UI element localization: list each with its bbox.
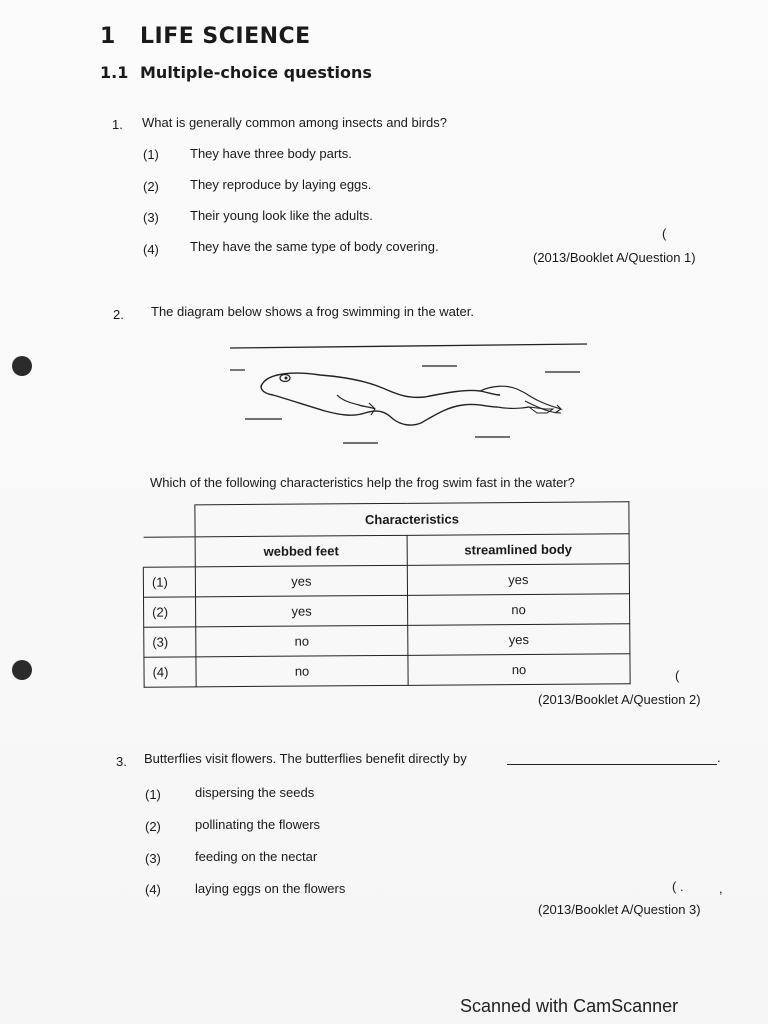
option-number: (3) (143, 210, 159, 225)
row-number: (4) (144, 657, 196, 687)
question-source: (2013/Booklet A/Question 3) (538, 902, 701, 917)
option-number: (4) (143, 242, 159, 257)
cell-value: no (196, 625, 408, 656)
table-row (144, 594, 630, 627)
option-text: They have the same type of body covering. (190, 239, 439, 254)
question-number: 2. (113, 307, 124, 322)
option-number: (1) (143, 147, 159, 162)
question-subtext: Which of the following characteristics help the frog swim fast in the water? (150, 475, 575, 490)
row-number: (1) (143, 567, 195, 597)
question-number: 3. (116, 754, 127, 769)
option-number: (2) (143, 179, 159, 194)
punch-hole (12, 660, 32, 680)
subsection-title: Multiple-choice questions (140, 63, 372, 82)
option-text: They reproduce by laying eggs. (190, 177, 372, 192)
table-corner (143, 505, 195, 537)
option-number: (4) (145, 882, 161, 897)
question-text: What is generally common among insects and birds? (142, 115, 447, 130)
frog-front-leg (337, 395, 375, 409)
question-source: (2013/Booklet A/Question 1) (533, 250, 696, 265)
table-column-row (143, 534, 629, 567)
row-number: (2) (144, 597, 196, 627)
question-text: The diagram below shows a frog swimming in the water. (151, 304, 474, 319)
cell-value: yes (408, 624, 630, 656)
column-header-streamlined-body: streamlined body (407, 534, 629, 566)
section-title: LIFE SCIENCE (140, 24, 311, 49)
cell-value: yes (196, 595, 408, 626)
question-source: (2013/Booklet A/Question 2) (538, 692, 701, 707)
frog-belly (261, 383, 497, 425)
table-corner (143, 537, 195, 567)
option-text: feeding on the nectar (195, 849, 318, 864)
column-header-webbed-feet: webbed feet (195, 535, 407, 566)
frog-hind-leg-lower (497, 407, 529, 409)
characteristics-table (142, 501, 630, 687)
answer-bracket: ( (662, 226, 667, 241)
table-header-characteristics: Characteristics (195, 502, 629, 537)
table-header-row (143, 502, 629, 537)
option-text: pollinating the flowers (195, 817, 321, 832)
answer-bracket: ( (675, 668, 680, 683)
row-number: (3) (144, 627, 196, 657)
cell-value: no (408, 594, 630, 626)
table-row (143, 564, 629, 597)
cell-value: no (196, 655, 408, 686)
option-text: dispersing the seeds (195, 785, 315, 800)
option-text: Their young look like the adults. (190, 208, 373, 223)
option-number: (1) (145, 787, 161, 802)
option-text: laying eggs on the flowers (195, 881, 346, 896)
scanner-watermark: Scanned with CamScanner (460, 996, 679, 1016)
option-text: They have three body parts. (190, 146, 352, 161)
cell-value: yes (407, 564, 629, 596)
cell-value: no (408, 654, 630, 686)
table-row (144, 624, 630, 657)
water-line (230, 344, 587, 348)
answer-blank-line (507, 764, 717, 765)
table-row (144, 654, 630, 687)
frog-webbed-foot (525, 393, 561, 413)
answer-bracket-close: , (719, 881, 723, 896)
cell-value: yes (195, 565, 407, 596)
section-number: 1 (100, 24, 116, 49)
subsection-number: 1.1 (100, 63, 129, 82)
question-text: Butterflies visit flowers. The butterflies benefit directly by (144, 751, 467, 766)
frog-pupil (285, 377, 288, 380)
blank-end-period: . (717, 750, 721, 765)
punch-hole (12, 356, 32, 376)
answer-bracket: ( . (672, 879, 684, 894)
frog-diagram (225, 335, 595, 450)
option-number: (3) (145, 851, 161, 866)
question-number: 1. (112, 117, 123, 132)
frog-back (263, 373, 500, 397)
option-number: (2) (145, 819, 161, 834)
